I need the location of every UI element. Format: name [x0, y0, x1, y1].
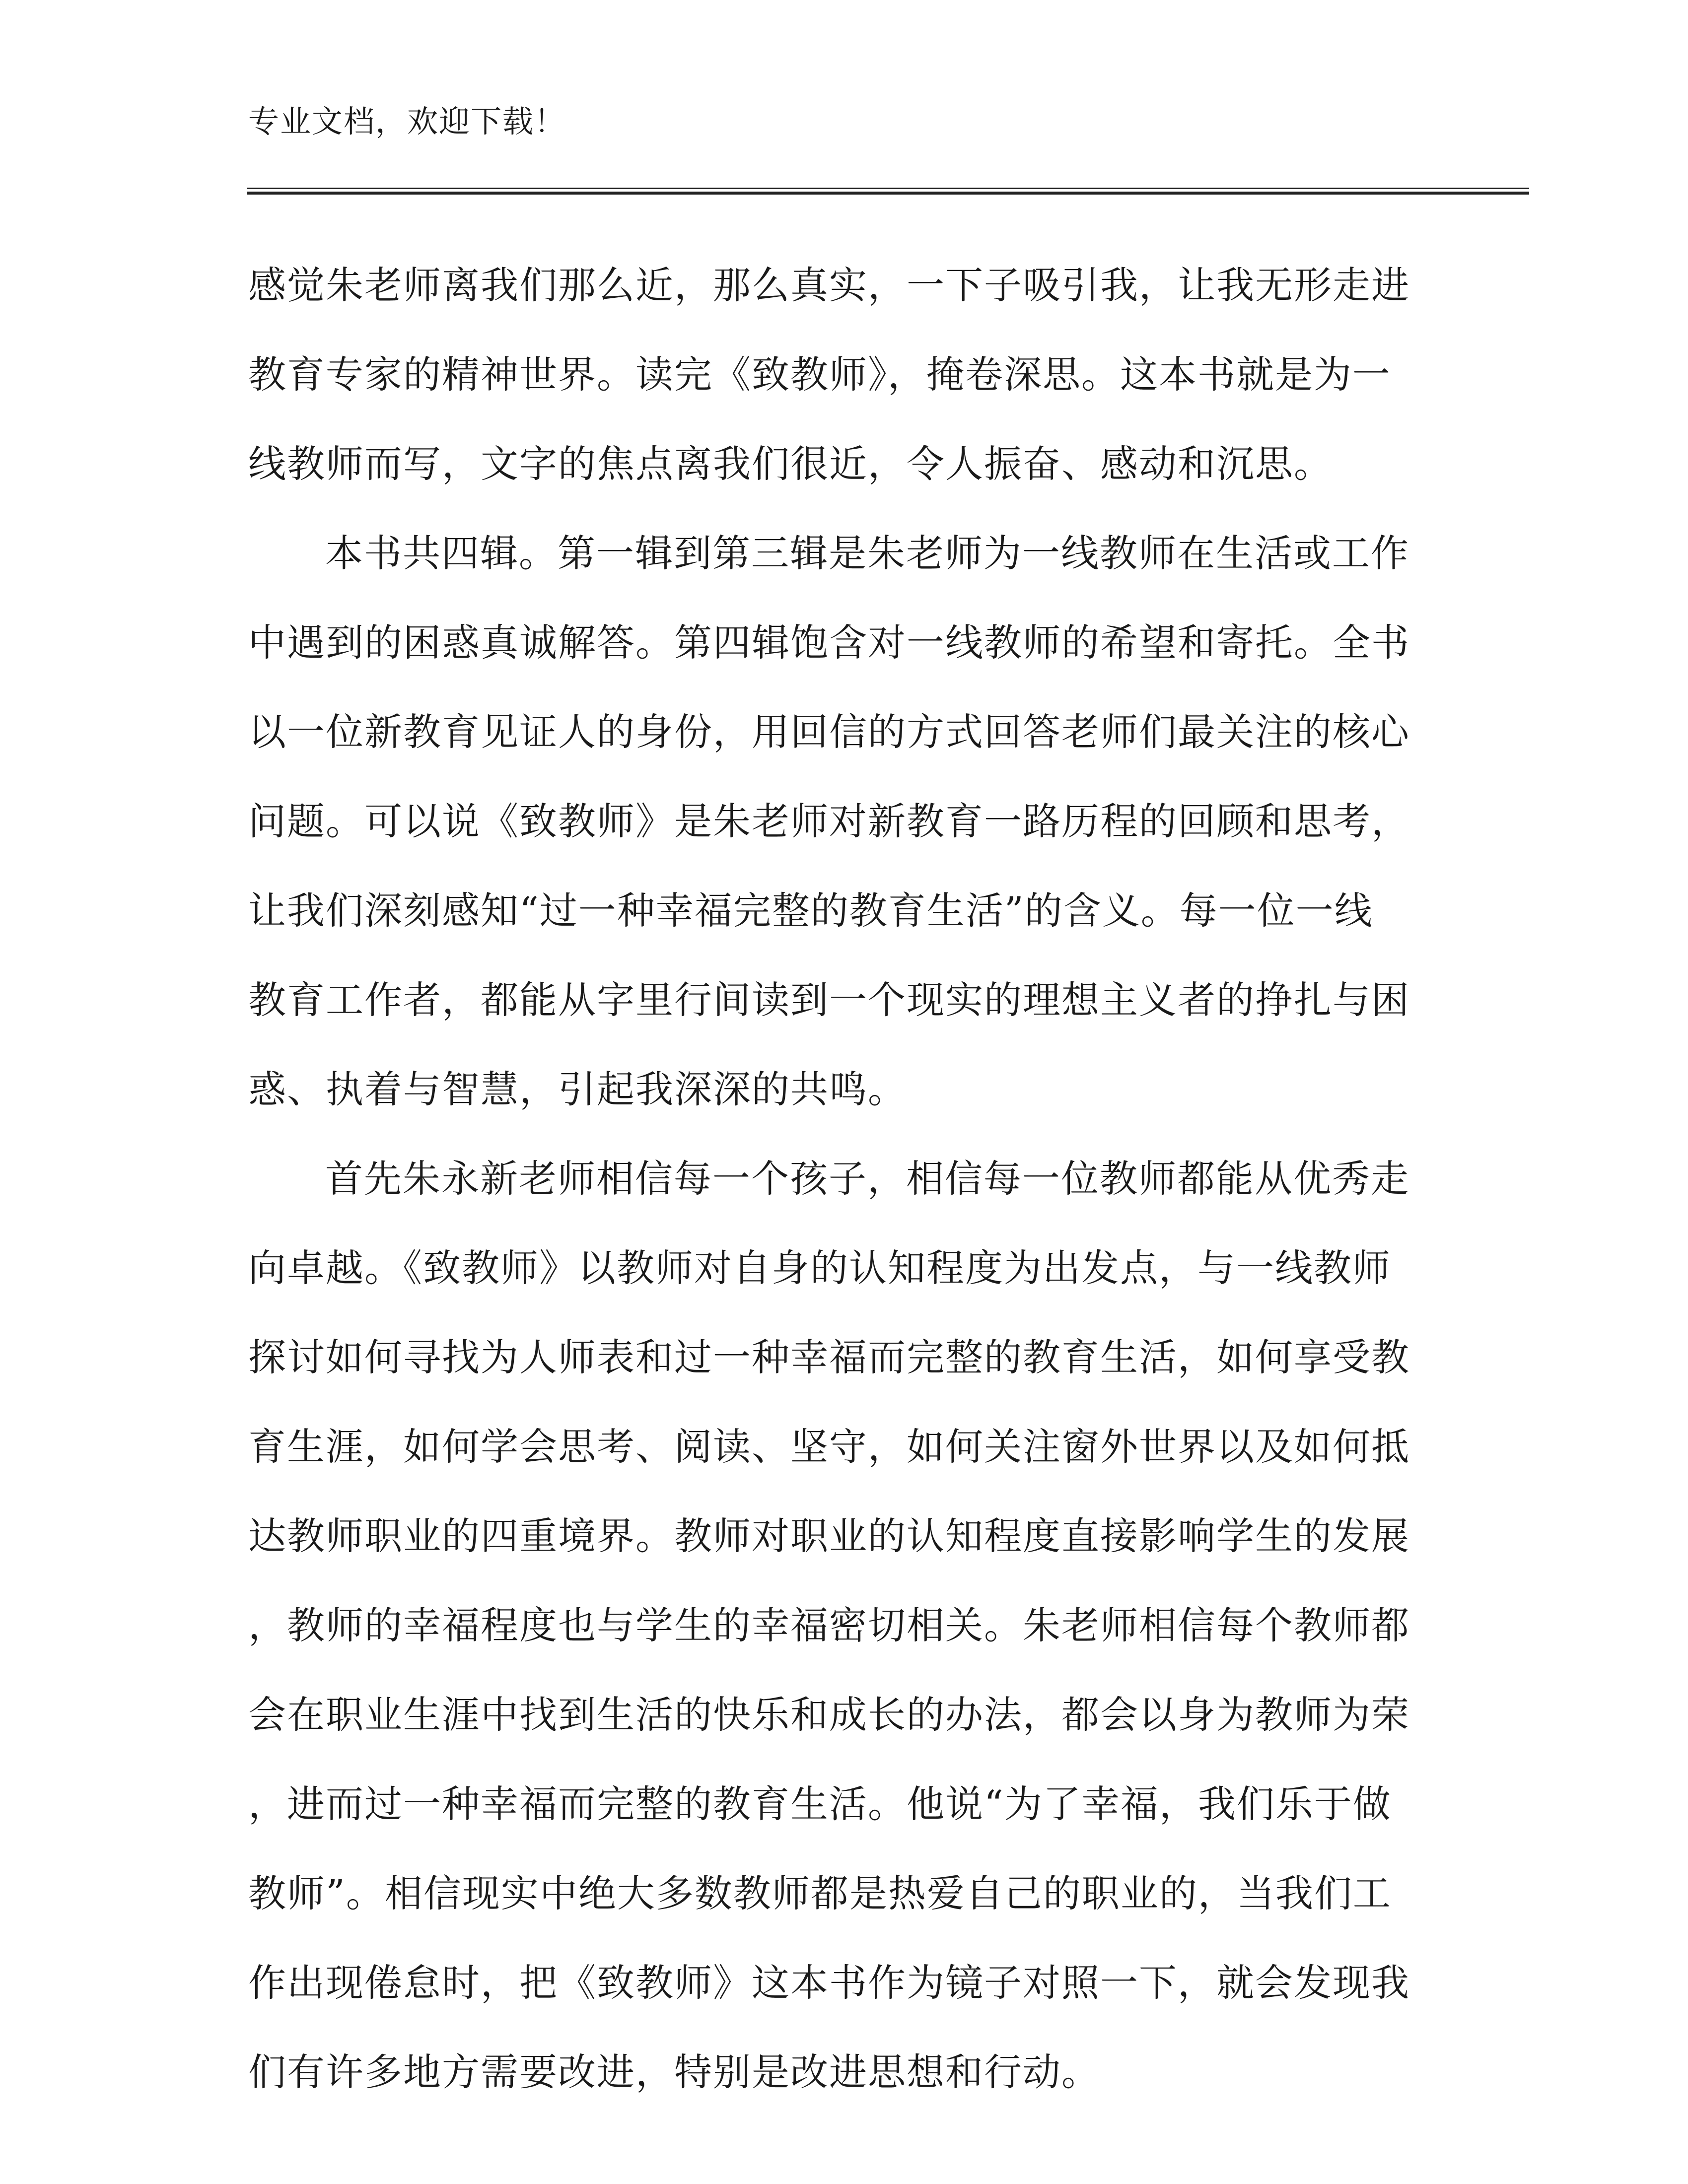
text-line: 们有许多地方需要改进，特别是改进思想和行动。 — [248, 2050, 1100, 2094]
text-line: 达教师职业的四重境界。教师对职业的认知程度直接影响学生的发展 — [248, 1514, 1410, 1558]
paragraph-first-line: 本书共四辑。第一辑到第三辑是朱老师为一线教师在生活或工作 — [325, 531, 1409, 575]
text-line: 感觉朱老师离我们那么近，那么真实，一下子吸引我，让我无形走进 — [248, 263, 1410, 307]
text-line: 教育工作者，都能从字里行间读到一个现实的理想主义者的挣扎与困 — [248, 978, 1410, 1022]
text-line: 教师”。相信现实中绝大多数教师都是热爱自己的职业的，当我们工 — [248, 1871, 1392, 1915]
text-line: 作出现倦怠时，把《致教师》这本书作为镜子对照一下，就会发现我 — [248, 1961, 1410, 2005]
paragraph-first-line: 首先朱永新老师相信每一个孩子，相信每一位教师都能从优秀走 — [325, 1157, 1409, 1201]
text-line: 会在职业生涯中找到生活的快乐和成长的办法，都会以身为教师为荣 — [248, 1693, 1410, 1737]
text-line: 以一位新教育见证人的身份，用回信的方式回答老师们最关注的核心 — [248, 710, 1410, 754]
text-line: 育生涯，如何学会思考、阅读、坚守，如何关注窗外世界以及如何抵 — [248, 1425, 1410, 1469]
header-divider-thin-line — [247, 188, 1529, 189]
text-line: 教育专家的精神世界。读完《致教师》，掩卷深思。这本书就是为一 — [248, 352, 1391, 397]
text-line: ，进而过一种幸福而完整的教育生活。他说“为了幸福，我们乐于做 — [248, 1782, 1392, 1826]
text-line: 探讨如何寻找为人师表和过一种幸福而完整的教育生活，如何享受教 — [248, 1335, 1410, 1379]
text-line: ，教师的幸福程度也与学生的幸福密切相关。朱老师相信每个教师都 — [248, 1603, 1410, 1647]
header-divider-thick-line — [247, 192, 1529, 195]
text-line: 中遇到的困惑真诚解答。第四辑饱含对一线教师的希望和寄托。全书 — [248, 620, 1410, 665]
header-divider — [247, 188, 1529, 195]
text-line: 让我们深刻感知“过一种幸福完整的教育生活”的含义。每一位一线 — [248, 888, 1373, 933]
text-line: 惑、执着与智慧，引起我深深的共鸣。 — [248, 1067, 907, 1111]
text-line: 线教师而写，文字的焦点离我们很近，令人振奋、感动和沉思。 — [248, 442, 1333, 486]
text-line: 问题。可以说《致教师》是朱老师对新教育一路历程的回顾和思考， — [248, 799, 1410, 843]
text-line: 向卓越。《致教师》以教师对自身的认知程度为出发点，与一线教师 — [248, 1246, 1391, 1290]
page-header-text: 专业文档，欢迎下载！ — [248, 103, 566, 139]
